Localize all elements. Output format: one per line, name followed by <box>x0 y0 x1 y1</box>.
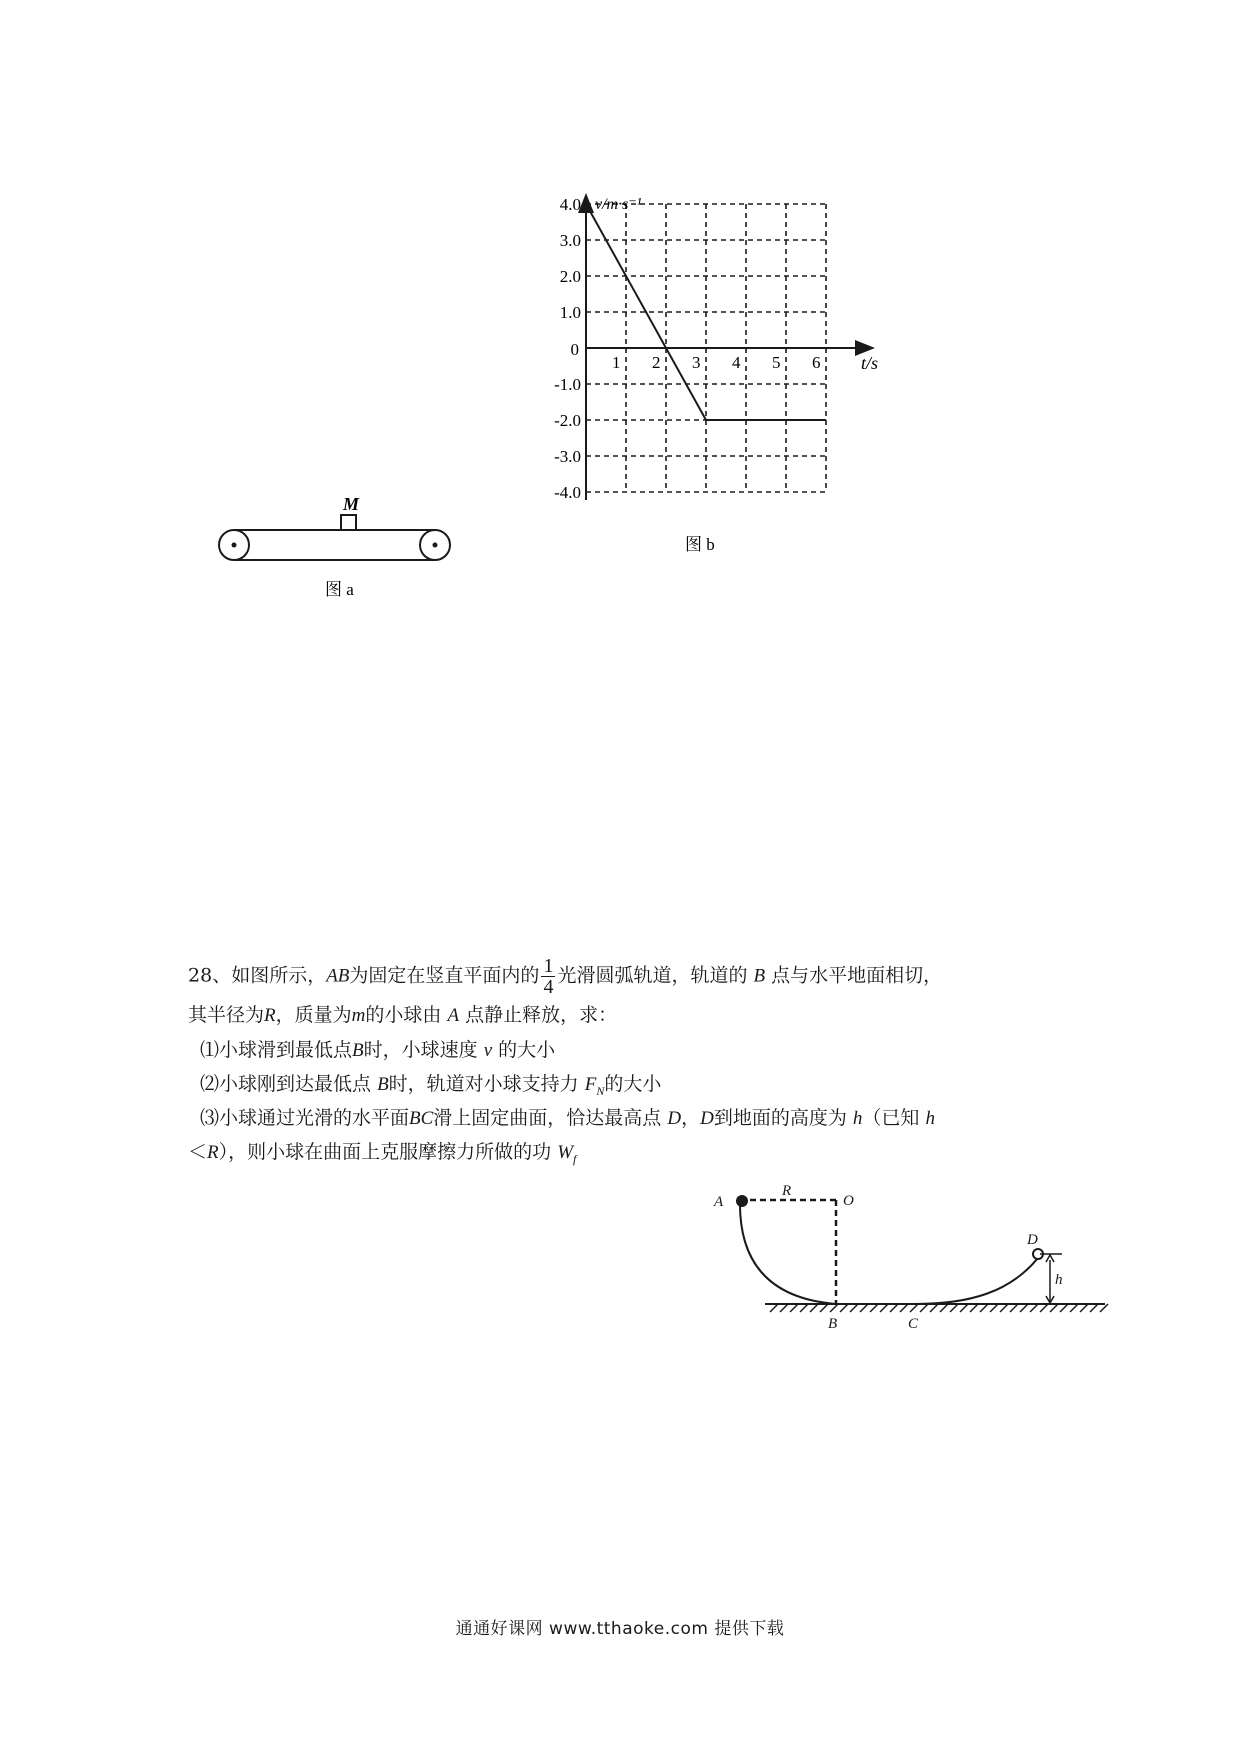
ball-at-a <box>736 1195 748 1207</box>
label-o: O <box>843 1193 854 1209</box>
y-tick-label: -4.0 <box>554 483 581 502</box>
x-tick-label: 3 <box>692 353 701 372</box>
y-tick-label: 2.0 <box>559 267 581 286</box>
figure-b-caption: 图 b <box>685 535 715 554</box>
label-a: A <box>714 1194 724 1210</box>
x-tick-label: 6 <box>812 353 821 372</box>
question-2: ⑵小球刚到达最低点 B时，轨道对小球支持力 $F_N$的大小 <box>200 1073 662 1098</box>
problem-line-6: ＜R），则小球在曲面上克服摩擦力所做的功 $W_f$ <box>188 1141 577 1166</box>
y-tick-label: -1.0 <box>554 375 581 394</box>
figure-c-track <box>700 1180 1120 1350</box>
curved-surface <box>915 1258 1038 1304</box>
block-label: M <box>343 494 360 514</box>
origin-label: 0 <box>570 340 579 359</box>
figure-a-caption: 图 a <box>325 580 354 599</box>
x-tick-label: 2 <box>652 353 661 372</box>
label-r: R <box>782 1183 792 1199</box>
label-c: C <box>908 1316 919 1332</box>
figure-a-conveyor <box>200 480 480 600</box>
block-m <box>341 515 356 530</box>
problem-number: 28、 <box>188 964 232 987</box>
x-tick-label: 1 <box>612 353 621 372</box>
y-tick-label: -3.0 <box>554 447 581 466</box>
figure-b-vt-graph <box>525 185 879 615</box>
fraction-quarter: $\frac{1}{4}$ <box>543 955 554 998</box>
y-tick-label: 1.0 <box>559 303 581 322</box>
x-tick-label: 4 <box>732 353 741 372</box>
y-axis-label: v/m·s⁻¹ <box>595 196 642 213</box>
label-h: h <box>1055 1272 1063 1288</box>
x-axis-label: t/s <box>861 353 879 373</box>
label-d: D <box>1027 1232 1038 1248</box>
y-tick-label: 4.0 <box>559 195 581 214</box>
y-tick-label: 3.0 <box>559 231 581 250</box>
question-1: ⑴小球滑到最低点B时，小球速度 v 的大小 <box>200 1039 556 1061</box>
label-b: B <box>828 1316 838 1332</box>
question-3: ⑶小球通过光滑的水平面BC滑上固定曲面，恰达最高点 D，D到地面的高度为 h（已知 h <box>200 1107 935 1129</box>
ground-hatch <box>770 1304 1108 1312</box>
quarter-arc-track <box>740 1200 836 1304</box>
footer-download-note: 通通好课网 www.tthaoke.com 提供下载 <box>455 1619 785 1639</box>
y-tick-label: -2.0 <box>554 411 581 430</box>
problem-line-2: 其半径为R，质量为m的小球由 A 点静止释放，求： <box>188 1004 618 1026</box>
problem-line-1: 28、如图所示，AB为固定在竖直平面内的 $\frac{1}{4}$ 光滑圆弧轨道，轨道的 B 点与水平地面相切， <box>188 955 943 998</box>
x-tick-label: 5 <box>772 353 781 372</box>
